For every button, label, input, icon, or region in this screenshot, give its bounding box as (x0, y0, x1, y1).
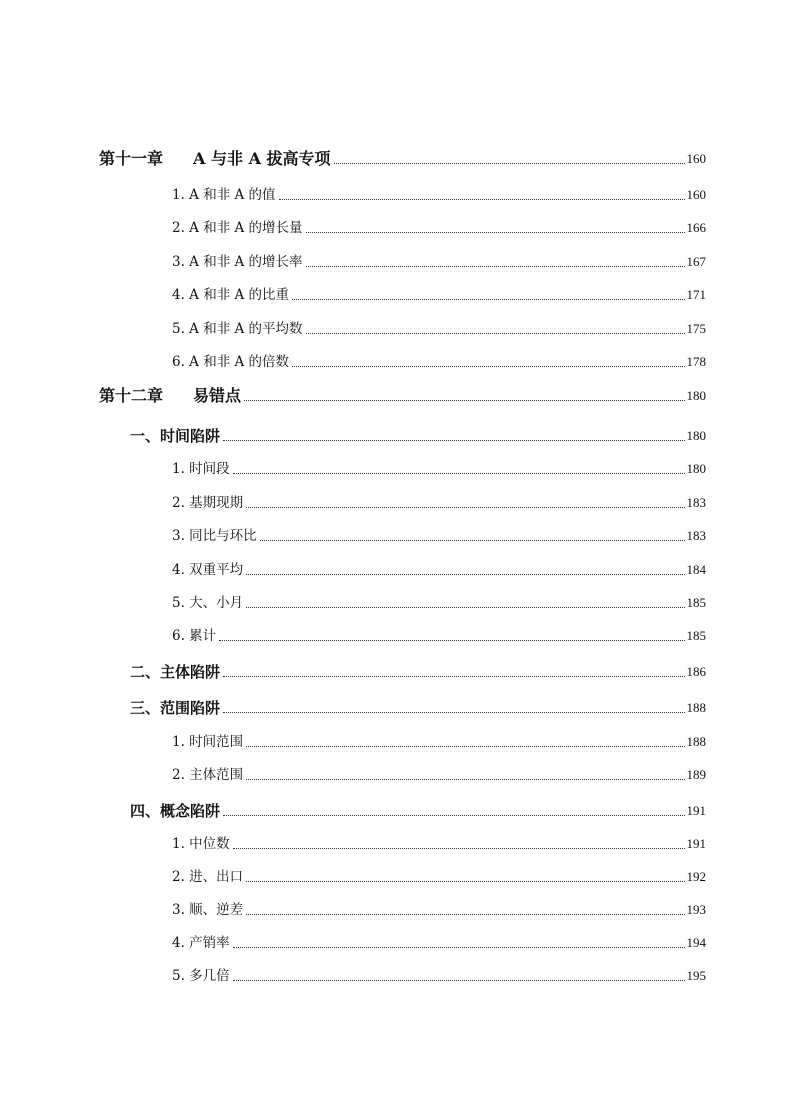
page-number: 185 (686, 595, 706, 610)
toc-entry[interactable] (172, 559, 706, 581)
dot-leader (246, 607, 684, 608)
page-number: 180 (686, 461, 706, 476)
toc-entry[interactable] (172, 965, 706, 987)
entry-title: 1. 时间段 (172, 461, 230, 477)
entry-title: 5. A 和非 A 的平均数 (172, 321, 303, 337)
toc-entry[interactable] (172, 184, 706, 206)
dot-leader (219, 640, 684, 641)
entry-title: 2. 进、出口 (172, 869, 244, 885)
page-number: 180 (686, 388, 706, 403)
toc-chapter-11[interactable] (99, 148, 706, 170)
entry-title: 6. A 和非 A 的倍数 (172, 354, 290, 370)
dot-leader (246, 507, 684, 508)
toc-entry[interactable] (172, 284, 706, 306)
page-number: 186 (686, 664, 706, 679)
page-number: 171 (686, 287, 706, 302)
toc-section-time-trap[interactable] (130, 425, 706, 447)
page-number: 191 (686, 803, 706, 818)
page-number: 166 (686, 220, 706, 235)
entry-title: 4. 双重平均 (172, 562, 244, 578)
chapter-title: 易错点 (193, 386, 242, 405)
page-number: 167 (686, 254, 706, 269)
dot-leader (279, 199, 685, 200)
chapter-heading (99, 385, 241, 407)
entry-title: 1. 时间范围 (172, 734, 244, 750)
entry-title: 2. 主体范围 (172, 767, 244, 783)
page-number: 160 (686, 151, 706, 166)
entry-title: 3. 顺、逆差 (172, 902, 244, 918)
entry-title: 5. 大、小月 (172, 595, 244, 611)
entry-title: 6. 累计 (172, 628, 217, 644)
toc-entry[interactable] (172, 492, 706, 514)
page-number: 160 (686, 187, 706, 202)
page-number: 188 (686, 700, 706, 715)
entry-title: 4. 产销率 (172, 935, 230, 951)
page-number: 194 (686, 935, 706, 950)
page-number: 195 (686, 968, 706, 983)
page-number: 180 (686, 428, 706, 443)
page-number: 188 (686, 734, 706, 749)
dot-leader (334, 163, 685, 164)
chapter-heading (99, 148, 331, 170)
dot-leader (306, 333, 685, 334)
toc-entry[interactable] (172, 731, 706, 753)
dot-leader (306, 266, 685, 267)
dot-leader (233, 947, 685, 948)
toc-entry[interactable] (172, 833, 706, 855)
dot-leader (260, 540, 685, 541)
toc-entry[interactable] (172, 764, 706, 786)
page-number: 175 (686, 321, 706, 336)
page-number: 192 (686, 869, 706, 884)
toc-section-concept-trap[interactable] (130, 800, 706, 822)
dot-leader (246, 574, 684, 575)
section-title: 四、概念陷阱 (130, 802, 221, 820)
page-number: 184 (686, 562, 706, 577)
dot-leader (246, 914, 684, 915)
page-number: 191 (686, 836, 706, 851)
dot-leader (246, 746, 684, 747)
section-title: 三、范围陷阱 (130, 699, 221, 717)
toc-entry[interactable] (172, 318, 706, 340)
dot-leader (246, 779, 684, 780)
dot-leader (306, 232, 685, 233)
entry-title: 3. A 和非 A 的增长率 (172, 254, 303, 270)
toc-entry[interactable] (172, 625, 706, 647)
dot-leader (292, 366, 684, 367)
dot-leader (223, 440, 684, 441)
toc-entry[interactable] (172, 592, 706, 614)
page-number: 183 (686, 495, 706, 510)
chapter-title: A 与非 A 拔高专项 (193, 149, 331, 168)
section-title: 一、时间陷阱 (130, 427, 221, 445)
page-number: 193 (686, 902, 706, 917)
page-number: 185 (686, 628, 706, 643)
dot-leader (246, 881, 684, 882)
toc-entry[interactable] (172, 217, 706, 239)
toc-section-scope-trap[interactable] (130, 697, 706, 719)
entry-title: 4. A 和非 A 的比重 (172, 287, 290, 303)
toc-entry[interactable] (172, 251, 706, 273)
toc-entry[interactable] (172, 525, 706, 547)
dot-leader (292, 299, 684, 300)
chapter-number: 第十一章 (99, 149, 164, 168)
dot-leader (233, 473, 685, 474)
entry-title: 2. 基期现期 (172, 495, 244, 511)
section-title: 二、主体陷阱 (130, 663, 221, 681)
toc-section-subject-trap[interactable] (130, 661, 706, 683)
dot-leader (223, 815, 684, 816)
page-number: 178 (686, 354, 706, 369)
dot-leader (233, 980, 685, 981)
toc-entry[interactable] (172, 899, 706, 921)
dot-leader (233, 848, 685, 849)
toc-entry[interactable] (172, 458, 706, 480)
toc-entry[interactable] (172, 866, 706, 888)
entry-title: 1. 中位数 (172, 836, 230, 852)
toc-entry[interactable] (172, 932, 706, 954)
toc-entry[interactable] (172, 351, 706, 373)
dot-leader (223, 676, 684, 677)
entry-title: 5. 多几倍 (172, 968, 230, 984)
entry-title: 1. A 和非 A 的值 (172, 187, 276, 203)
chapter-number: 第十二章 (99, 386, 164, 405)
entry-title: 3. 同比与环比 (172, 528, 257, 544)
page-number: 189 (686, 767, 706, 782)
page-number: 183 (686, 528, 706, 543)
dot-leader (223, 712, 684, 713)
entry-title: 2. A 和非 A 的增长量 (172, 220, 303, 236)
dot-leader (244, 400, 684, 401)
toc-chapter-12[interactable] (99, 385, 706, 407)
